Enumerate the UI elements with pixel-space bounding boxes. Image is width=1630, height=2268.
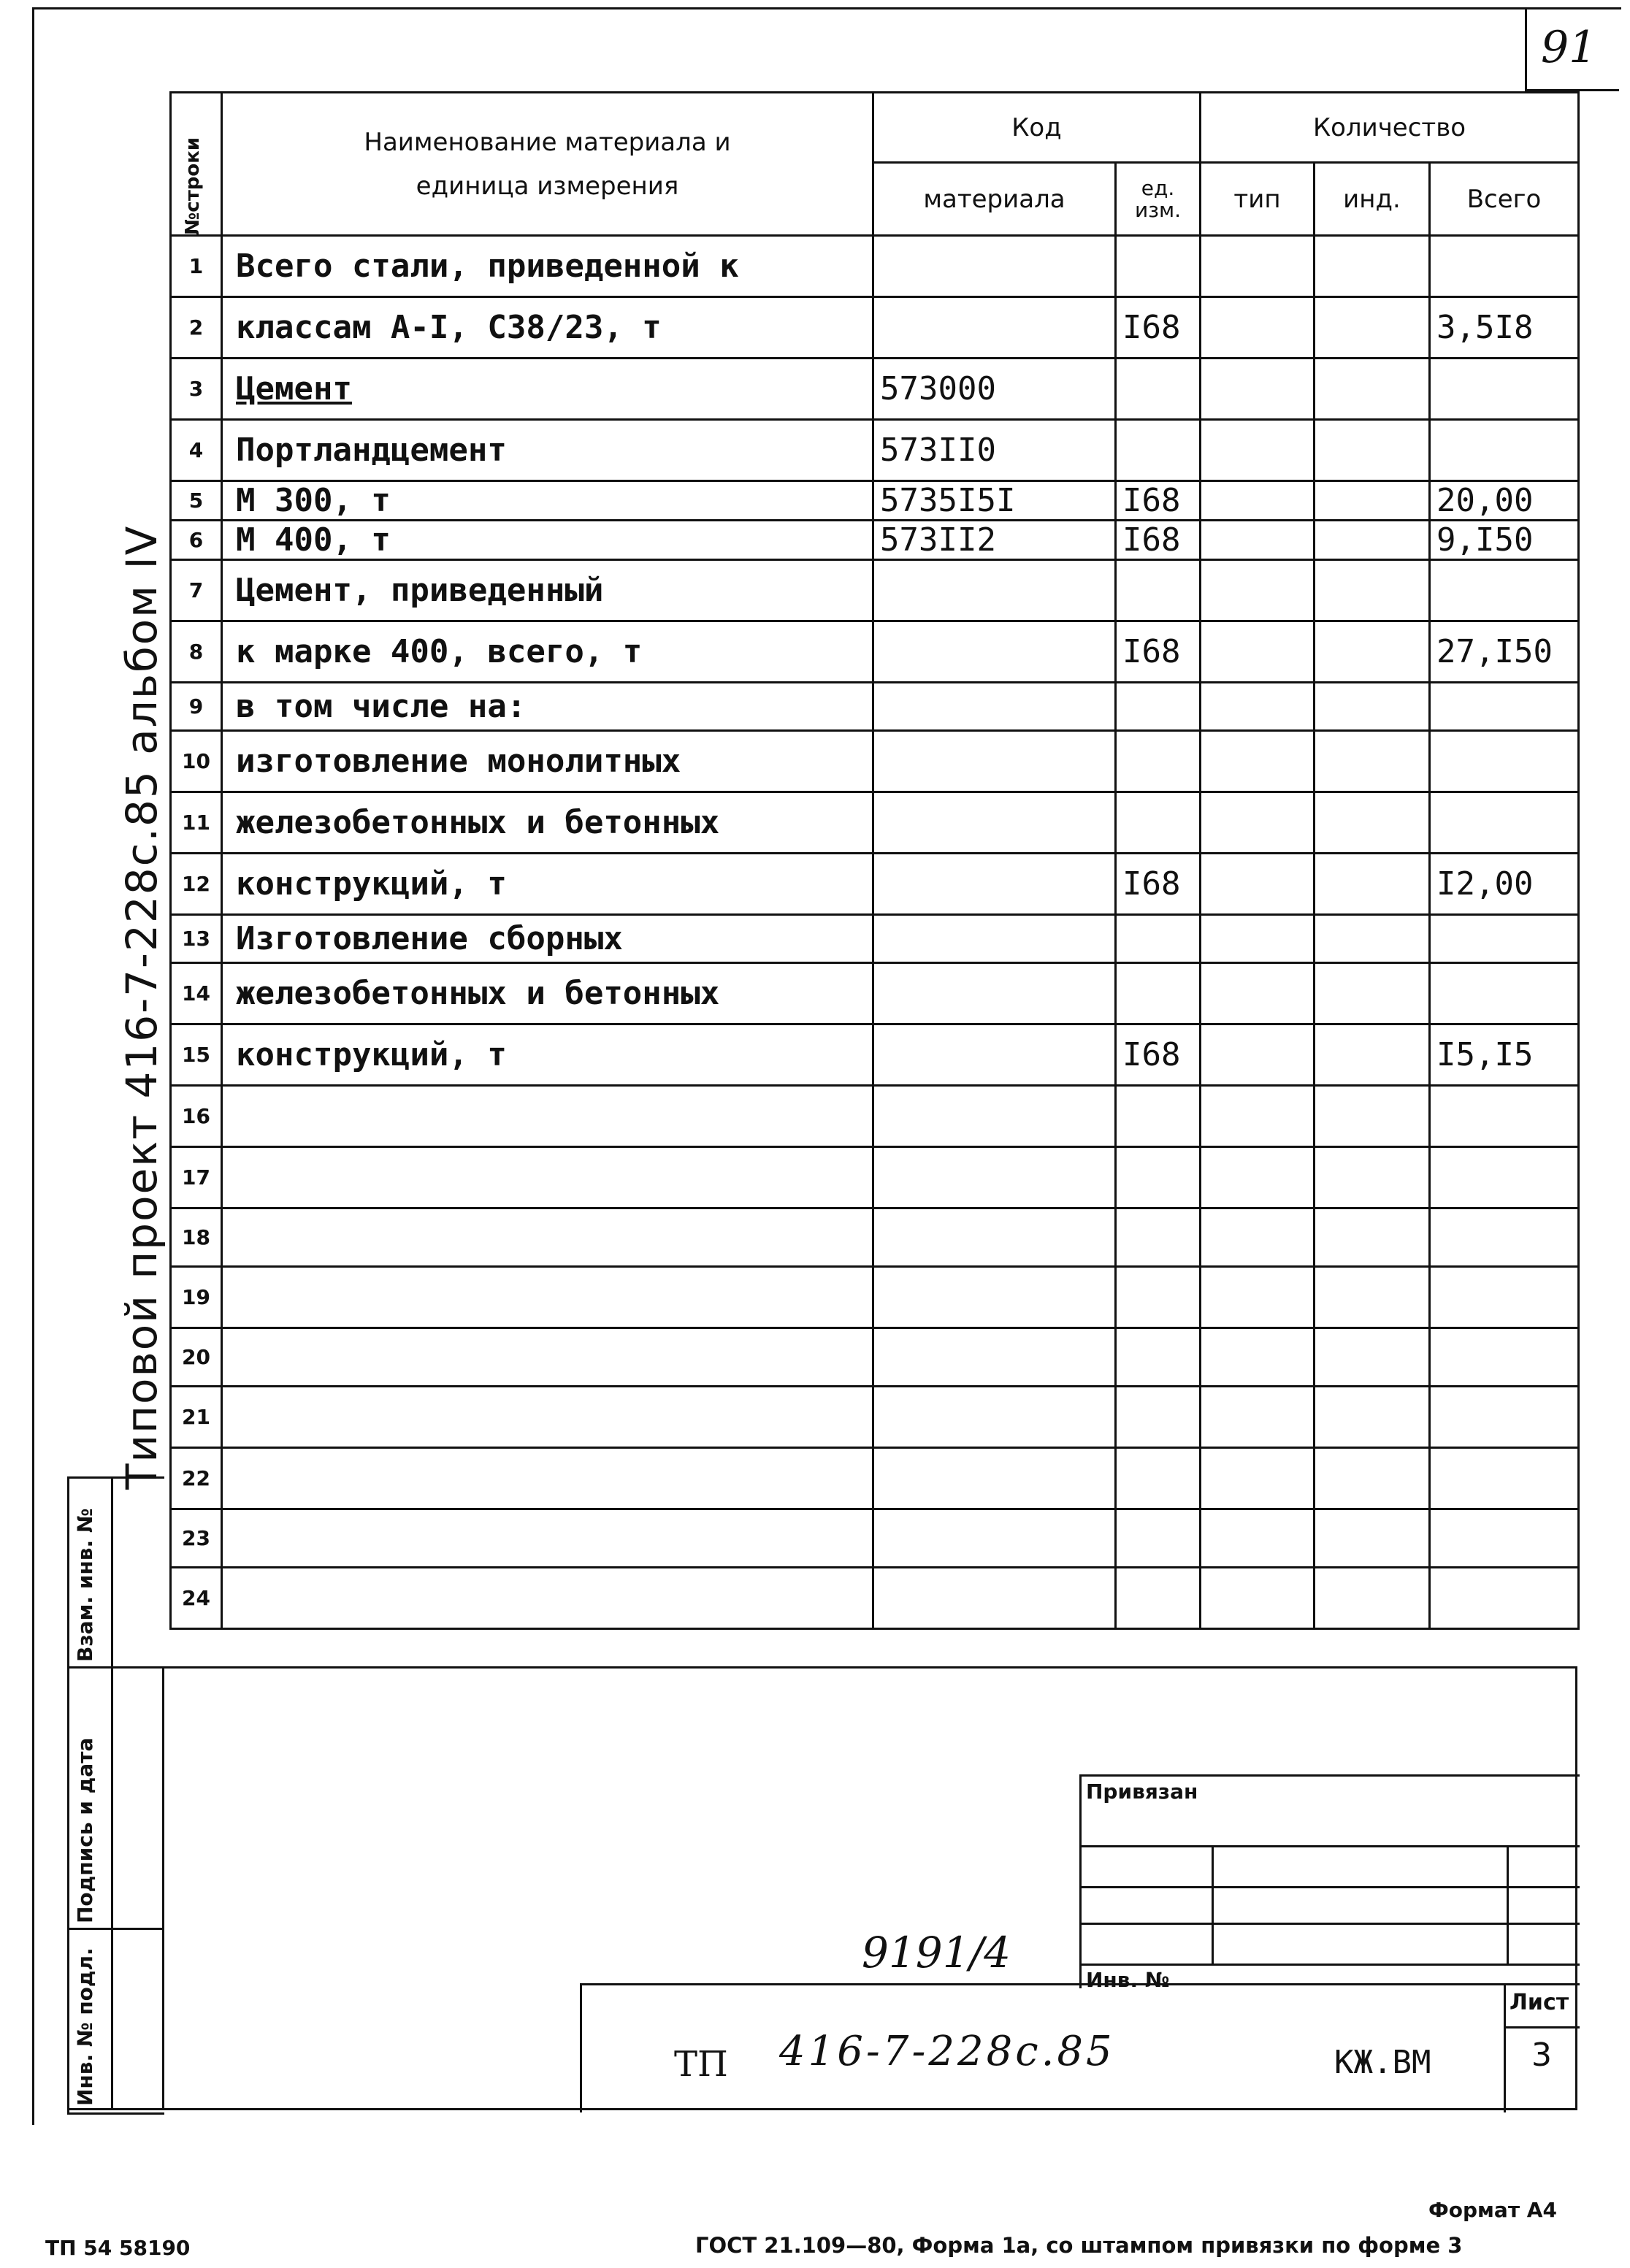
cell-row-no: 10 [171,731,222,792]
header-total: Всего [1430,163,1579,236]
cell-ind [1315,1267,1430,1328]
cell-unit: I68 [1116,481,1201,521]
cell-ind [1315,297,1430,359]
margin-label-podpis: Подпись и дата [73,1737,97,1923]
table-row [171,1387,1579,1448]
cell-type [1201,1568,1315,1629]
cell-name: М 300, т [222,481,873,521]
cell-unit [1116,1448,1201,1509]
table-row [171,731,1579,792]
cell-ind [1315,1147,1430,1208]
cell-unit [1116,1267,1201,1328]
cell-row-no: 19 [171,1267,222,1328]
cell-total [1430,1208,1579,1267]
cell-row-no: 2 [171,297,222,359]
cell-row-no: 16 [171,1086,222,1147]
cell-name: конструкций, т [222,1024,873,1086]
header-type: тип [1201,163,1315,236]
cell-type [1201,420,1315,481]
cell-total [1430,1448,1579,1509]
table-row [171,420,1579,481]
cell-ind [1315,1208,1430,1267]
cell-type [1201,963,1315,1024]
cell-type [1201,1387,1315,1448]
cell-row-no: 15 [171,1024,222,1086]
cell-type [1201,1086,1315,1147]
table-row [171,521,1579,560]
cell-unit [1116,1509,1201,1568]
cell-total [1430,420,1579,481]
cell-unit [1116,1147,1201,1208]
cell-total [1430,1086,1579,1147]
cell-total [1430,792,1579,854]
cell-unit [1116,1208,1201,1267]
table-row [171,359,1579,420]
cell-ind [1315,621,1430,683]
privyazan-label: Привязан [1086,1779,1198,1804]
cell-row-no: 11 [171,792,222,854]
cell-row-no: 12 [171,854,222,915]
cell-unit [1116,560,1201,621]
header-name: Наименование материала и единица измерения [222,93,873,236]
cell-name: Всего стали, приведенной к [222,236,873,297]
cell-type [1201,481,1315,521]
cell-code [873,731,1116,792]
table-row [171,1024,1579,1086]
cell-code [873,1147,1116,1208]
cell-row-no: 18 [171,1208,222,1267]
cell-unit: I68 [1116,854,1201,915]
cell-total: 9,I50 [1430,521,1579,560]
cell-row-no: 7 [171,560,222,621]
designation-prefix: ТП [674,2044,728,2085]
cell-code [873,297,1116,359]
cell-total: 3,5I8 [1430,297,1579,359]
cell-row-no: 3 [171,359,222,420]
cell-type [1201,1328,1315,1387]
cell-type [1201,854,1315,915]
materials-table [169,91,1580,1630]
cell-ind [1315,683,1430,731]
cell-row-no: 17 [171,1147,222,1208]
cell-ind [1315,560,1430,621]
cell-name: к марке 400, всего, т [222,621,873,683]
cell-name [222,1147,873,1208]
cell-name: железобетонных и бетонных [222,963,873,1024]
header-ind: инд. [1315,163,1430,236]
cell-unit [1116,683,1201,731]
frame-top [32,7,1621,9]
cell-type [1201,297,1315,359]
cell-name: М 400, т [222,521,873,560]
cell-name [222,1387,873,1448]
cell-type [1201,521,1315,560]
cell-name: Цемент, приведенный [222,560,873,621]
cell-total: I2,00 [1430,854,1579,915]
cell-unit: I68 [1116,1024,1201,1086]
cell-code: 573II2 [873,521,1116,560]
cell-name: классам А-I, С38/23, т [222,297,873,359]
gost-footer: ГОСТ 21.109—80, Форма 1а, со штампом привязки по форме 3 [695,2233,1463,2258]
cell-row-no: 24 [171,1568,222,1629]
cell-row-no: 9 [171,683,222,731]
cell-code [873,1568,1116,1629]
cell-unit [1116,963,1201,1024]
cell-unit [1116,1086,1201,1147]
cell-unit [1116,1387,1201,1448]
table-row [171,963,1579,1024]
cell-ind [1315,1328,1430,1387]
cell-name [222,1568,873,1629]
margin-label-inv-podl: Инв. № подл. [73,1947,97,2106]
cell-code [873,1328,1116,1387]
table-row [171,560,1579,621]
table-row [171,297,1579,359]
cell-type [1201,792,1315,854]
cell-ind [1315,1086,1430,1147]
cell-type [1201,1024,1315,1086]
cell-type [1201,915,1315,963]
title-block [580,1983,1580,2112]
cell-row-no: 8 [171,621,222,683]
margin-label-vzam: Взам. инв. № [73,1508,97,1662]
cell-ind [1315,1387,1430,1448]
cell-name: конструкций, т [222,854,873,915]
cell-code [873,236,1116,297]
footer-left: ТП 54 58190 [45,2236,191,2260]
cell-name: Портландцемент [222,420,873,481]
table-row [171,854,1579,915]
cell-ind [1315,963,1430,1024]
cell-name: Изготовление сборных [222,915,873,963]
cell-type [1201,731,1315,792]
table-row [171,1509,1579,1568]
handwritten-number: 9191/4 [862,1928,1011,1977]
cell-total [1430,1387,1579,1448]
table-row [171,1568,1579,1629]
cell-ind [1315,731,1430,792]
cell-unit [1116,915,1201,963]
cell-unit: I68 [1116,521,1201,560]
doc-mark: КЖ.ВМ [1334,2044,1431,2081]
cell-row-no: 5 [171,481,222,521]
format-label: Формат А4 [1428,2198,1557,2222]
cell-total [1430,1509,1579,1568]
designation: 416-7-228с.85 [779,2028,1115,2075]
cell-code: 573II0 [873,420,1116,481]
cell-type [1201,683,1315,731]
cell-code: 5735I5I [873,481,1116,521]
cell-total [1430,963,1579,1024]
cell-ind [1315,481,1430,521]
cell-total [1430,1147,1579,1208]
cell-ind [1315,1509,1430,1568]
table-row [171,1267,1579,1328]
header-row-no: №строки [171,93,222,236]
cell-unit [1116,420,1201,481]
cell-unit [1116,1568,1201,1629]
cell-name [222,1086,873,1147]
table-row [171,1086,1579,1147]
cell-ind [1315,792,1430,854]
cell-total [1430,915,1579,963]
cell-code [873,621,1116,683]
cell-type [1201,560,1315,621]
cell-unit: I68 [1116,297,1201,359]
cell-ind [1315,420,1430,481]
table-row [171,481,1579,521]
cell-total [1430,683,1579,731]
cell-code [873,1024,1116,1086]
cell-row-no: 4 [171,420,222,481]
cell-type [1201,1208,1315,1267]
cell-ind [1315,521,1430,560]
cell-code [873,683,1116,731]
cell-code [873,1267,1116,1328]
cell-row-no: 22 [171,1448,222,1509]
cell-name [222,1328,873,1387]
cell-code [873,1086,1116,1147]
cell-code [873,1208,1116,1267]
table-row [171,236,1579,297]
cell-type [1201,621,1315,683]
table-row [171,1147,1579,1208]
cell-total [1430,560,1579,621]
cell-ind [1315,854,1430,915]
cell-name [222,1208,873,1267]
cell-total [1430,359,1579,420]
cell-row-no: 13 [171,915,222,963]
header-code: Код [873,93,1201,163]
cell-ind [1315,1448,1430,1509]
header-quantity: Количество [1201,93,1579,163]
table-row [171,621,1579,683]
cell-type [1201,359,1315,420]
inv-no-label: Инв. № [1086,1968,1170,1992]
table-row [171,1208,1579,1267]
cell-name: Цемент [222,359,873,420]
header-unit: ед. изм. [1116,163,1201,236]
cell-type [1201,1267,1315,1328]
cell-total: I5,I5 [1430,1024,1579,1086]
cell-ind [1315,915,1430,963]
cell-row-no: 23 [171,1509,222,1568]
table-row [171,1448,1579,1509]
cell-code [873,560,1116,621]
cell-name: изготовление монолитных [222,731,873,792]
cell-row-no: 20 [171,1328,222,1387]
cell-name [222,1448,873,1509]
cell-total: 27,I50 [1430,621,1579,683]
table-row [171,683,1579,731]
cell-unit [1116,731,1201,792]
cell-unit [1116,1328,1201,1387]
cell-code [873,915,1116,963]
cell-type [1201,236,1315,297]
cell-code [873,1509,1116,1568]
cell-code [873,792,1116,854]
cell-type [1201,1147,1315,1208]
cell-row-no: 14 [171,963,222,1024]
cell-total [1430,1328,1579,1387]
cell-row-no: 1 [171,236,222,297]
table-row [171,915,1579,963]
cell-name [222,1509,873,1568]
cell-unit [1116,359,1201,420]
cell-ind [1315,236,1430,297]
cell-unit [1116,236,1201,297]
binding-stamp [1079,1774,1580,1992]
cell-total [1430,1267,1579,1328]
cell-unit [1116,792,1201,854]
cell-ind [1315,1024,1430,1086]
cell-total: 20,00 [1430,481,1579,521]
cell-total [1430,731,1579,792]
sheet-label: Лист [1510,1990,1569,2015]
cell-unit: I68 [1116,621,1201,683]
cell-row-no: 6 [171,521,222,560]
cell-total [1430,236,1579,297]
cell-total [1430,1568,1579,1629]
table-row [171,792,1579,854]
side-label: Типовой проект 416-7-228с.85 альбом IV [117,524,167,1490]
cell-code [873,1448,1116,1509]
cell-code [873,963,1116,1024]
cell-code [873,854,1116,915]
cell-ind [1315,359,1430,420]
cell-name: железобетонных и бетонных [222,792,873,854]
header-material: материала [873,163,1116,236]
cell-row-no: 21 [171,1387,222,1448]
cell-type [1201,1448,1315,1509]
cell-ind [1315,1568,1430,1629]
frame-left [32,7,34,2125]
page-number: 91 [1541,22,1597,73]
cell-name [222,1267,873,1328]
sheet-number: 3 [1531,2037,1552,2074]
cell-code: 573000 [873,359,1116,420]
cell-code [873,1387,1116,1448]
table-row [171,1328,1579,1387]
cell-type [1201,1509,1315,1568]
cell-name: в том числе на: [222,683,873,731]
